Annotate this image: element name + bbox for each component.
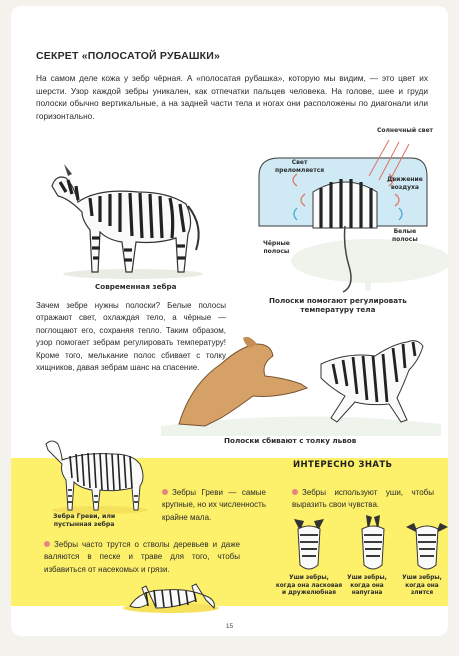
- grevy-zebra-illustration: [44, 434, 156, 514]
- fact-grevy: [162, 487, 266, 524]
- ear-caption-scared: Уши зебры, когда она напугана: [347, 575, 387, 596]
- zebra-head-scared: [350, 515, 396, 575]
- black-stripes-label: Чёрные полосы: [263, 240, 290, 255]
- white-stripes-label: Белые полосы: [392, 228, 418, 243]
- fact-ears: [292, 487, 434, 512]
- modern-zebra-caption: Современная зебра: [95, 282, 177, 291]
- lion-scene-caption: Полоски сбивают с толку львов: [224, 436, 357, 445]
- sunlight-label: Солнечный свет: [377, 127, 434, 134]
- facts-heading: ИНТЕРЕСНО ЗНАТЬ: [293, 460, 393, 470]
- air-movement-label: Движение воздуха: [387, 176, 423, 191]
- bullet-icon: [162, 489, 168, 495]
- rolling-zebra-illustration: [116, 578, 226, 614]
- section-title: СЕКРЕТ «ПОЛОСАТОЙ РУБАШКИ»: [36, 50, 220, 62]
- diagram-caption: Полоски помогают регулировать температуру тела: [269, 296, 407, 314]
- thermoregulation-diagram: [239, 136, 444, 294]
- zebra-head-angry: [404, 515, 448, 575]
- modern-zebra-illustration: [38, 146, 218, 281]
- page-number: 15: [225, 623, 234, 630]
- bullet-icon: [292, 489, 298, 495]
- fact-ears-text: Зебры используют уши, чтобы выразить свои чувства.: [292, 488, 434, 510]
- stripes-purpose-paragraph: Зачем зебре нужны полоски? Белые полосы отражают свет, охлаждая тело, а чёрные — поглощают его, сохраняя тепло. Таким образом, узор помогает зебрам регулировать температуру! Кроме того, мелькание полос сбивает с толку хищников, давая зебрам шанс на спасение.: [36, 301, 226, 373]
- reflected-light-label: Свет преломляется: [275, 159, 325, 174]
- zebra-head-friendly: [286, 515, 332, 575]
- book-page: [11, 6, 448, 636]
- fact-rub: [44, 539, 240, 576]
- lion-chase-illustration: [161, 324, 441, 436]
- grevy-caption: Зебра Греви, или пустынная зебра: [53, 513, 116, 528]
- fact-grevy-text: Зебры Греви — самые крупные, но их численность крайне мала.: [162, 488, 266, 522]
- ear-caption-angry: Уши зебры, когда она злится: [402, 575, 442, 596]
- fact-rub-text: Зебры часто трутся о стволы деревьев и даже валяются в песке и траве для того, чтобы избавиться от насекомых и грязи.: [44, 540, 240, 574]
- ear-caption-friendly: Уши зебры, когда она ласковая и дружелюбная: [275, 575, 343, 596]
- intro-paragraph: На самом деле кожа у зебр чёрная. А «полосатая рубашка», которую мы видим, — это цвет их шерсти. Узор каждой зебры уникален, как отпечатки пальцев человека. На голове, шее и груди полоски обычно вертикальные, а на задней части тела и ногах они расположены по диагонали или горизонтально.: [36, 73, 428, 121]
- bullet-icon: [44, 541, 50, 547]
